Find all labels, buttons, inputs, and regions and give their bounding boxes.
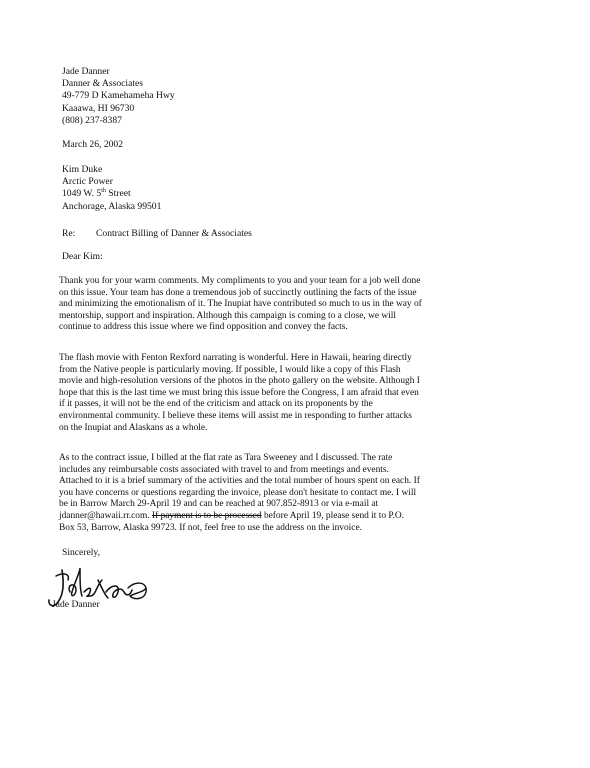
sender-street: 49-779 D Kamehameha Hwy	[62, 90, 175, 102]
sender-city: Kaaawa, HI 96730	[62, 102, 135, 114]
recipient-company: Arctic Power	[62, 176, 113, 188]
subject-text: Contract Billing of Danner & Associates	[96, 228, 252, 239]
body-line: The flash movie with Fenton Rexford narrating is wonderful. Here in Hawaii, hearing directly	[59, 353, 412, 363]
body-line: continue to address this issue where we find opposition and convey the facts.	[59, 322, 348, 333]
subject-line	[62, 228, 252, 240]
body-line: you have concerns or questions regarding the invoice, please don't hesitate to contact me. I will	[59, 487, 417, 498]
sender-company: Danner & Associates	[62, 78, 143, 90]
body-line: Box 53, Barrow, Alaska 99723. If not, feel free to use the address on the invoice.	[59, 522, 362, 533]
body-paragraph-2	[59, 353, 584, 434]
body-line: Thank you for your warm comments. My compliments to you and your team for a job well done	[59, 276, 421, 286]
body-line: hope that this is the last time we must bring this issue before the Congress, I am afraid that even	[59, 387, 419, 398]
sender-name: Jade Danner	[62, 66, 110, 77]
sender-address-block	[62, 66, 175, 127]
body-line: on the Inupiat and Alaskans as a whole.	[59, 422, 208, 433]
recipient-city: Anchorage, Alaska 99501	[62, 200, 162, 212]
signature-printed-name: Jade Danner	[52, 599, 100, 610]
body-line: environmental community. I believe these items will assist me in responding to further attacks	[59, 410, 412, 421]
body-line: on this issue. Your team has done a tremendous job of succinctly outlining the facts of the issue	[59, 287, 417, 298]
body-line: and minimizing the emotionalism of it. The Inupiat have contributed so much to us in the way of	[59, 299, 422, 310]
body-line: jdanner@hawaii.rr.com. If payment is to be processed before April 19, please send it to P.O.	[59, 510, 405, 521]
body-line: if it passes, it will not be the end of the criticism and attack on its proponents by the	[59, 399, 373, 410]
body-line: be in Barrow March 29-April 19 and can be reached at 907.852-8913 or via e-mail at	[59, 499, 379, 510]
body-line: Attached to it is a brief summary of the activities and the total number of hours spent on each. If	[59, 476, 420, 487]
letter-date: March 26, 2002	[62, 139, 124, 150]
closing: Sincerely,	[62, 547, 101, 558]
body-line: As to the contract issue, I billed at the flat rate as Tara Sweeney and I discussed. The rate	[59, 453, 393, 463]
body-line: includes any reimbursable costs associated with travel to and from meetings and events.	[59, 464, 389, 475]
body-line: from the Native people is particularly moving. If possible, I would like a copy of this Flash	[59, 364, 401, 375]
body-paragraph-3	[59, 453, 584, 534]
body-line: movie and high-resolution versions of the photos in the photo gallery on the website. Although I	[59, 376, 420, 387]
sender-phone: (808) 237-8387	[62, 114, 122, 126]
recipient-street: 1049 W. 5th Street	[62, 188, 131, 200]
re-label: Re:	[62, 228, 76, 239]
body-line: mentorship, support and inspiration. Although this campaign is coming to a close, we will	[59, 310, 396, 321]
recipient-name: Kim Duke	[62, 164, 103, 175]
body-paragraph-1	[59, 276, 584, 334]
salutation: Dear Kim:	[62, 251, 103, 262]
recipient-address-block	[62, 164, 161, 213]
struck-text: If payment is to be processed	[151, 510, 262, 521]
